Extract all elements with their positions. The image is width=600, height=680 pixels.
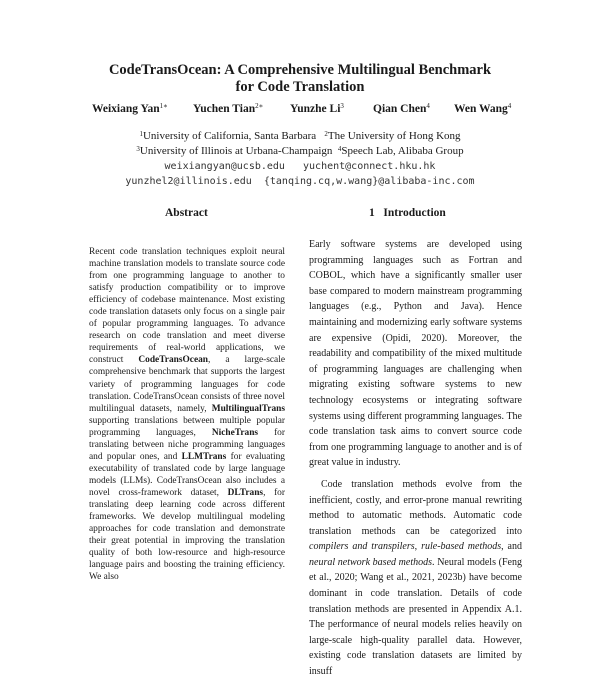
affiliation-line-2: $^3$University of Illinois at Urbana-Champaign $^4$Speech Lab, Alibaba Group [136,145,464,157]
author-list [0,102,600,118]
author-1: Weixiang Yan$^{1∗}$ [92,102,168,115]
author-2: Yuchen Tian$^{2∗}$ [193,102,264,115]
author-5: Wen Wang$^4$ [454,102,512,115]
emails-line-2: yunzhel2@illinois.edu {tanqing.cq,w.wang}@alibaba-inc.com [125,176,475,187]
author-4: Qian Chen$^4$ [373,102,430,115]
paper-title [0,62,600,96]
intro-paragraph-2: Code translation methods evolve from the inefficient, costly, and error-prone manual rewriting method to automatic methods. Automatic code translation methods can be categorized into compilers and transpilers, rule-based methods, and neural network based methods. Neural models (Feng et al., 2020; Wang et al., 2021, 2023b) have become dominant in code translation. Details of code translation methods are presented in Appendix A.1. The performance of neural models relies heavily on large-scale high-quality parallel data. However, existing code translation datasets are limited by insuff [309,478,522,678]
intro-paragraph-1: Early software systems are developed using programming languages such as Fortran and COBOL, which have a significantly smaller user base compared to modern mainstream programming languages (e.g., Python and Java). Hence maintaining and modernizing early software systems are expensive (Opidi, 2020). Moreover, the readability and compatibility of the mixed multitude of programming languages are challenging when migrating existing software systems to new technology ecosystems or integrating software systems using different programming languages. The code translation task aims to convert source code from one programming language to another and is of great value in industry. [309,239,522,469]
author-3: Yunzhe Li$^3$ [290,102,344,115]
emails-line-1: weixiangyan@ucsb.edu yuchent@connect.hku.hk [164,161,436,172]
title-line-2: for Code Translation [235,79,365,95]
affiliation-line-1: $^1$University of California, Santa Barbara $^2$The University of Hong Kong [139,130,461,142]
abstract-body: Recent code translation techniques exploit neural machine translation models to translate source code from one programming language to another to satisfy production compatibility or to improve efficiency of codebase maintenance. Most existing code translation datasets only focus on a single pair of popular programming languages. To advance research on code translation and meet diverse requirements of real-world applications, we construct CodeTransOcean, a large-scale comprehensive benchmark that supports the largest variety of programming languages for code translation. CodeTransOcean consists of three novel multilingual datasets, namely, MultilingualTrans supporting translations between multiple popular programming languages, NicheTrans for translating between niche programming languages and popular ones, and LLMTrans for evaluating executability of translated code by large language models (LLMs). CodeTransOcean also includes a novel cross-framework dataset, DLTrans, for translating deep learning code across different frameworks. We develop multilingual modeling approaches for code translation and demonstrate their great potential in improving the translation quality of both low-resource and high-resource language pairs and boosting the training efficiency. We also [89,247,285,583]
title-line-1: CodeTransOcean: A Comprehensive Multilingual Benchmark [108,62,492,78]
introduction-heading: 1 Introduction [369,207,446,219]
introduction-body [309,237,522,680]
abstract-heading: Abstract [165,207,208,219]
